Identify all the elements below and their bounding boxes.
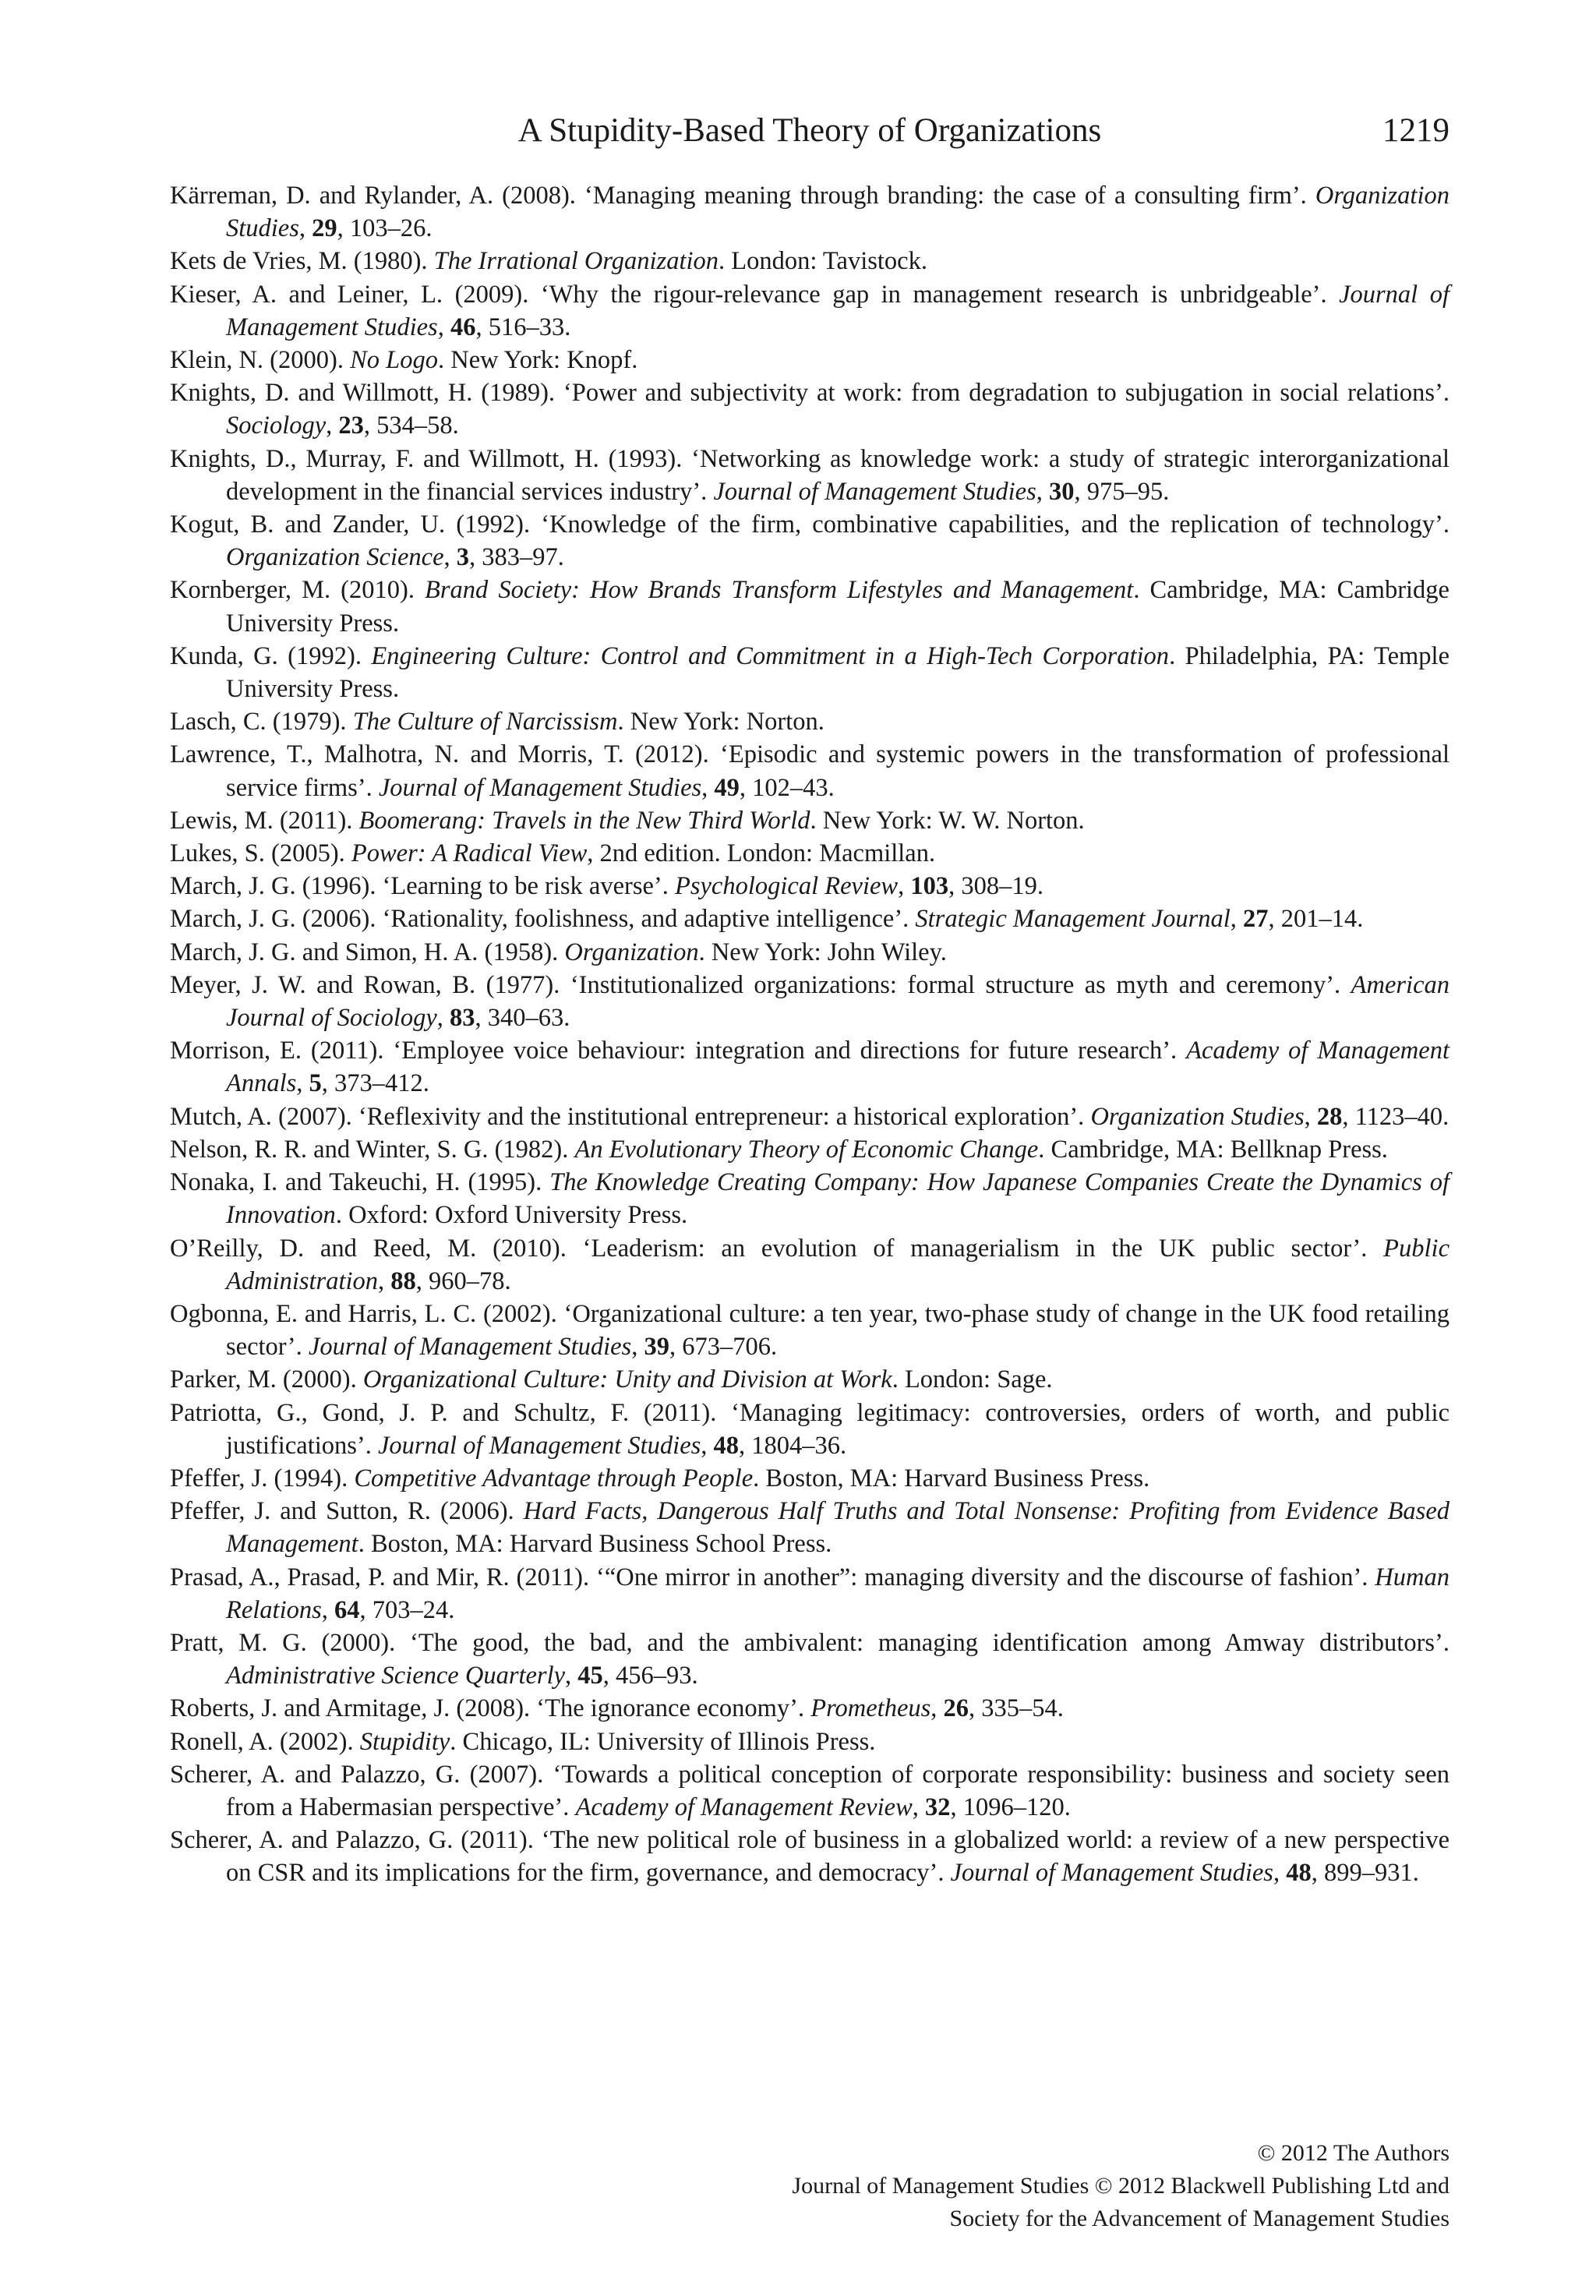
- reference-source-title: No Logo: [350, 346, 438, 375]
- reference-text: , 373–412.: [321, 1069, 429, 1098]
- reference-text: , 383–97.: [469, 543, 564, 572]
- reference-entry: [170, 738, 1449, 804]
- reference-text: O’Reilly, D. and Reed, M. (2010). ‘Leaderism: an evolution of managerialism in the UK public sector’.: [170, 1234, 1384, 1263]
- reference-text: ,: [1036, 477, 1049, 506]
- reference-source-title: Public Administration: [226, 1234, 1449, 1295]
- reference-text: , 534–58.: [363, 412, 459, 440]
- reference-source-title: The Culture of Narcissism: [352, 708, 618, 736]
- reference-text: , 2nd edition. London: Macmillan.: [587, 839, 936, 868]
- reference-text: ,: [326, 412, 339, 440]
- reference-entry: [170, 1034, 1449, 1100]
- reference-entry: [170, 640, 1449, 705]
- reference-text: ,: [437, 313, 450, 341]
- reference-text: Nelson, R. R. and Winter, S. G. (1982).: [170, 1135, 575, 1164]
- reference-text: Prasad, A., Prasad, P. and Mir, R. (2011). ‘“One mirror in another”: managing diversity and the discourse of fashion’.: [170, 1563, 1375, 1591]
- reference-text: , 899–931.: [1311, 1859, 1419, 1888]
- reference-entry: [170, 1462, 1449, 1495]
- reference-volume: 30: [1049, 477, 1075, 506]
- reference-text: ,: [436, 1004, 450, 1033]
- reference-entry: [170, 1232, 1449, 1298]
- reference-text: . Cambridge, MA: Bellknap Press.: [1038, 1135, 1388, 1164]
- reference-source-title: Engineering Culture: Control and Commitment in a High-Tech Corporation: [371, 641, 1170, 670]
- reference-text: Ronell, A. (2002).: [170, 1727, 360, 1756]
- copyright-footer: [792, 2137, 1449, 2235]
- reference-text: . Boston, MA: Harvard Business School Press.: [358, 1530, 832, 1559]
- reference-volume: 45: [577, 1662, 603, 1690]
- reference-text: Scherer, A. and Palazzo, G. (2007). ‘Towards a political conception of corporate responsibility: business and society seen from a Habermasian perspective’.: [170, 1760, 1449, 1821]
- reference-text: Lawrence, T., Malhotra, N. and Morris, T. (2012). ‘Episodic and systemic powers in the transformation of professional service firms’.: [170, 740, 1449, 802]
- reference-text: , 1096–120.: [950, 1793, 1071, 1821]
- reference-volume: 46: [450, 313, 476, 341]
- reference-source-title: Journal of Management Studies: [950, 1859, 1273, 1888]
- reference-entry: [170, 1627, 1449, 1692]
- reference-text: ,: [701, 773, 715, 802]
- reference-text: Kieser, A. and Leiner, L. (2009). ‘Why the rigour-relevance gap in management research is unbridgeable’.: [170, 280, 1340, 309]
- reference-text: ,: [1230, 905, 1244, 934]
- reference-text: ,: [898, 872, 911, 901]
- reference-text: Kogut, B. and Zander, U. (1992). ‘Knowledge of the firm, combinative capabilities, and the replication of technology’.: [170, 510, 1449, 539]
- page-number: 1219: [1382, 112, 1449, 149]
- reference-text: ,: [378, 1266, 391, 1295]
- reference-entry: [170, 804, 1449, 837]
- reference-source-title: Organizational Culture: Unity and Division at Work: [362, 1365, 892, 1394]
- reference-text: Roberts, J. and Armitage, J. (2008). ‘The ignorance economy’.: [170, 1694, 811, 1723]
- reference-source-title: American Journal of Sociology: [226, 970, 1449, 1033]
- reference-text: ,: [1304, 1102, 1317, 1131]
- reference-entry: [170, 1561, 1449, 1627]
- reference-text: , 340–63.: [475, 1004, 570, 1033]
- reference-source-title: The Knowledge Creating Company: How Japanese Companies Create the Dynamics of Innovation: [226, 1168, 1449, 1230]
- reference-text: , 975–95.: [1074, 477, 1170, 506]
- reference-entry: [170, 508, 1449, 574]
- reference-volume: 103: [910, 872, 949, 901]
- reference-text: , 102–43.: [739, 773, 835, 802]
- reference-text: ,: [701, 1431, 714, 1460]
- reference-text: , 201–14.: [1268, 905, 1364, 934]
- reference-entry: [170, 1397, 1449, 1462]
- reference-text: Klein, N. (2000).: [170, 346, 351, 375]
- reference-volume: 48: [713, 1431, 740, 1460]
- reference-entry: [170, 1692, 1449, 1725]
- reference-source-title: Power: A Radical View: [351, 839, 588, 868]
- reference-text: . Boston, MA: Harvard Business Press.: [753, 1464, 1150, 1492]
- reference-text: Kärreman, D. and Rylander, A. (2008). ‘Managing meaning through branding: the case of a consulting firm’.: [170, 182, 1315, 210]
- reference-text: Pfeffer, J. and Sutton, R. (2006).: [170, 1497, 524, 1526]
- reference-entry: [170, 376, 1449, 442]
- reference-text: Nonaka, I. and Takeuchi, H. (1995).: [170, 1168, 550, 1197]
- reference-text: Pfeffer, J. (1994).: [170, 1464, 355, 1492]
- reference-entry: [170, 837, 1449, 870]
- running-title: A Stupidity-Based Theory of Organizations: [517, 112, 1102, 149]
- reference-text: , 673–706.: [669, 1333, 778, 1362]
- copyright-line: © 2012 The Authors: [1257, 2140, 1449, 2166]
- reference-text: ,: [443, 543, 457, 572]
- reference-source-title: Journal of Management Studies: [713, 477, 1036, 506]
- reference-entry: [170, 705, 1449, 738]
- reference-text: Kets de Vries, M. (1980).: [170, 247, 434, 276]
- reference-text: ,: [631, 1333, 644, 1362]
- reference-source-title: Prometheus: [810, 1694, 931, 1723]
- reference-text: . New York: Norton.: [617, 708, 824, 736]
- reference-entry: [170, 1824, 1449, 1889]
- reference-text: Meyer, J. W. and Rowan, B. (1977). ‘Institutionalized organizations: formal structure as myth and ceremony’.: [170, 970, 1351, 999]
- reference-volume: 27: [1243, 905, 1269, 934]
- reference-volume: 49: [714, 773, 740, 802]
- reference-text: Kornberger, M. (2010).: [170, 576, 425, 605]
- reference-volume: 64: [334, 1595, 360, 1624]
- reference-text: , 1804–36.: [739, 1431, 847, 1460]
- reference-source-title: Journal of Management Studies: [378, 773, 702, 802]
- reference-text: March, J. G. (1996). ‘Learning to be risk averse’.: [170, 872, 675, 901]
- reference-text: March, J. G. (2006). ‘Rationality, foolishness, and adaptive intelligence’.: [170, 905, 916, 934]
- reference-text: . Oxford: Oxford University Press.: [335, 1201, 688, 1230]
- reference-source-title: Organization Studies: [1090, 1102, 1305, 1131]
- reference-text: Mutch, A. (2007). ‘Reflexivity and the institutional entrepreneur: a historical exploration’.: [170, 1102, 1091, 1131]
- reference-entry: [170, 1495, 1449, 1560]
- reference-source-title: Organization Science: [226, 543, 444, 572]
- reference-text: ,: [1273, 1859, 1287, 1888]
- reference-text: . London: Sage.: [892, 1365, 1053, 1394]
- reference-entry: [170, 179, 1449, 245]
- reference-text: Pratt, M. G. (2000). ‘The good, the bad, and the ambivalent: managing identification among Amway distributors’.: [170, 1628, 1449, 1657]
- reference-text: March, J. G. and Simon, H. A. (1958).: [170, 938, 565, 966]
- reference-text: , 308–19.: [948, 872, 1043, 901]
- reference-entry: [170, 1298, 1449, 1363]
- reference-volume: 3: [456, 543, 470, 572]
- reference-volume: 32: [925, 1793, 951, 1821]
- reference-entry: [170, 903, 1449, 935]
- reference-source-title: Stupidity: [359, 1727, 450, 1756]
- reference-text: , 703–24.: [359, 1595, 455, 1624]
- reference-source-title: Journal of Management Studies: [308, 1333, 632, 1362]
- reference-text: Knights, D., Murray, F. and Willmott, H. (1993). ‘Networking as knowledge work: a study of strategic interorganizational development in the financial services industry’.: [170, 444, 1449, 506]
- reference-text: , 516–33.: [475, 313, 571, 341]
- reference-entry: [170, 443, 1449, 508]
- reference-volume: 48: [1286, 1859, 1312, 1888]
- reference-source-title: The Irrational Organization: [433, 247, 719, 276]
- copyright-line: Journal of Management Studies © 2012 Blackwell Publishing Ltd and: [792, 2173, 1449, 2199]
- reference-text: . Cambridge, MA: Cambridge University Press.: [226, 576, 1449, 638]
- reference-entry: [170, 870, 1449, 903]
- reference-volume: 26: [943, 1694, 969, 1723]
- reference-volume: 23: [338, 412, 364, 440]
- reference-source-title: Organization Studies: [226, 182, 1449, 243]
- reference-entry: [170, 1100, 1449, 1133]
- reference-text: , 1123–40.: [1342, 1102, 1449, 1131]
- reference-entry: [170, 344, 1449, 376]
- reference-source-title: Sociology: [226, 412, 327, 440]
- reference-text: Morrison, E. (2011). ‘Employee voice behaviour: integration and directions for future research’.: [170, 1037, 1187, 1065]
- reference-text: , 456–93.: [602, 1662, 698, 1690]
- reference-source-title: Organization: [564, 938, 699, 966]
- reference-text: ,: [321, 1595, 335, 1624]
- reference-text: . Chicago, IL: University of Illinois Press.: [450, 1727, 876, 1756]
- reference-entry: [170, 245, 1449, 277]
- reference-entry: [170, 1758, 1449, 1824]
- reference-text: ,: [298, 214, 312, 243]
- reference-source-title: Boomerang: Travels in the New Third World: [358, 806, 810, 835]
- reference-text: ,: [565, 1662, 578, 1690]
- reference-volume: 5: [309, 1069, 322, 1098]
- reference-source-title: Journal of Management Studies: [377, 1431, 701, 1460]
- reference-source-title: Psychological Review: [675, 872, 899, 901]
- reference-text: . New York: W. W. Norton.: [810, 806, 1085, 835]
- reference-source-title: An Evolutionary Theory of Economic Change: [574, 1135, 1039, 1164]
- reference-entry: [170, 969, 1449, 1034]
- running-header: [170, 109, 1449, 153]
- reference-text: Knights, D. and Willmott, H. (1989). ‘Power and subjectivity at work: from degradation to subjugation in social relations’.: [170, 379, 1449, 408]
- reference-source-title: Competitive Advantage through People: [354, 1464, 754, 1492]
- reference-text: . London: Tavistock.: [719, 247, 927, 276]
- reference-volume: 29: [312, 214, 337, 243]
- reference-source-title: Journal of Management Studies: [226, 280, 1449, 341]
- reference-text: Lasch, C. (1979).: [170, 708, 353, 736]
- reference-volume: 88: [390, 1266, 416, 1295]
- reference-text: Lewis, M. (2011).: [170, 806, 359, 835]
- reference-entry: [170, 1726, 1449, 1758]
- reference-entry: [170, 278, 1449, 344]
- reference-text: . Philadelphia, PA: Temple University Press.: [226, 641, 1449, 704]
- reference-text: ,: [296, 1069, 309, 1098]
- reference-source-title: Strategic Management Journal: [915, 905, 1231, 934]
- reference-source-title: Administrative Science Quarterly: [226, 1662, 566, 1690]
- reference-text: , 960–78.: [415, 1266, 511, 1295]
- reference-text: Scherer, A. and Palazzo, G. (2011). ‘The new political role of business in a globalized world: a review of a new perspective on CSR and its implications for the firm, governance, and democracy’.: [170, 1826, 1449, 1888]
- reference-text: Ogbonna, E. and Harris, L. C. (2002). ‘Organizational culture: a ten year, two-phase study of change in the UK food retailing sector’.: [170, 1299, 1449, 1362]
- reference-text: Lukes, S. (2005).: [170, 839, 351, 868]
- reference-entry: [170, 936, 1449, 969]
- reference-source-title: Academy of Management Review: [575, 1793, 913, 1821]
- reference-volume: 39: [644, 1333, 669, 1362]
- reference-entry: [170, 1133, 1449, 1166]
- reference-source-title: Academy of Management Annals: [226, 1037, 1449, 1098]
- reference-volume: 83: [450, 1004, 475, 1033]
- reference-text: Parker, M. (2000).: [170, 1365, 363, 1394]
- reference-entry: [170, 1166, 1449, 1231]
- reference-text: Kunda, G. (1992).: [170, 641, 372, 670]
- reference-source-title: Hard Facts, Dangerous Half Truths and Total Nonsense: Profiting from Evidence Based Management: [226, 1497, 1449, 1559]
- reference-text: . New York: John Wiley.: [698, 938, 947, 966]
- copyright-line: Society for the Advancement of Management Studies: [949, 2206, 1449, 2231]
- reference-entry: [170, 1363, 1449, 1396]
- reference-text: ,: [912, 1793, 925, 1821]
- reference-text: Patriotta, G., Gond, J. P. and Schultz, F. (2011). ‘Managing legitimacy: controversies, orders of worth, and public justifications’.: [170, 1398, 1449, 1460]
- reference-volume: 28: [1316, 1102, 1343, 1131]
- reference-text: ,: [930, 1694, 944, 1723]
- reference-source-title: Human Relations: [226, 1563, 1449, 1624]
- reference-text: , 103–26.: [337, 214, 433, 243]
- reference-entry: [170, 574, 1449, 639]
- reference-text: . New York: Knopf.: [437, 346, 638, 375]
- reference-text: , 335–54.: [969, 1694, 1064, 1723]
- reference-list: [170, 179, 1449, 1890]
- reference-source-title: Brand Society: How Brands Transform Lifestyles and Management: [425, 576, 1134, 605]
